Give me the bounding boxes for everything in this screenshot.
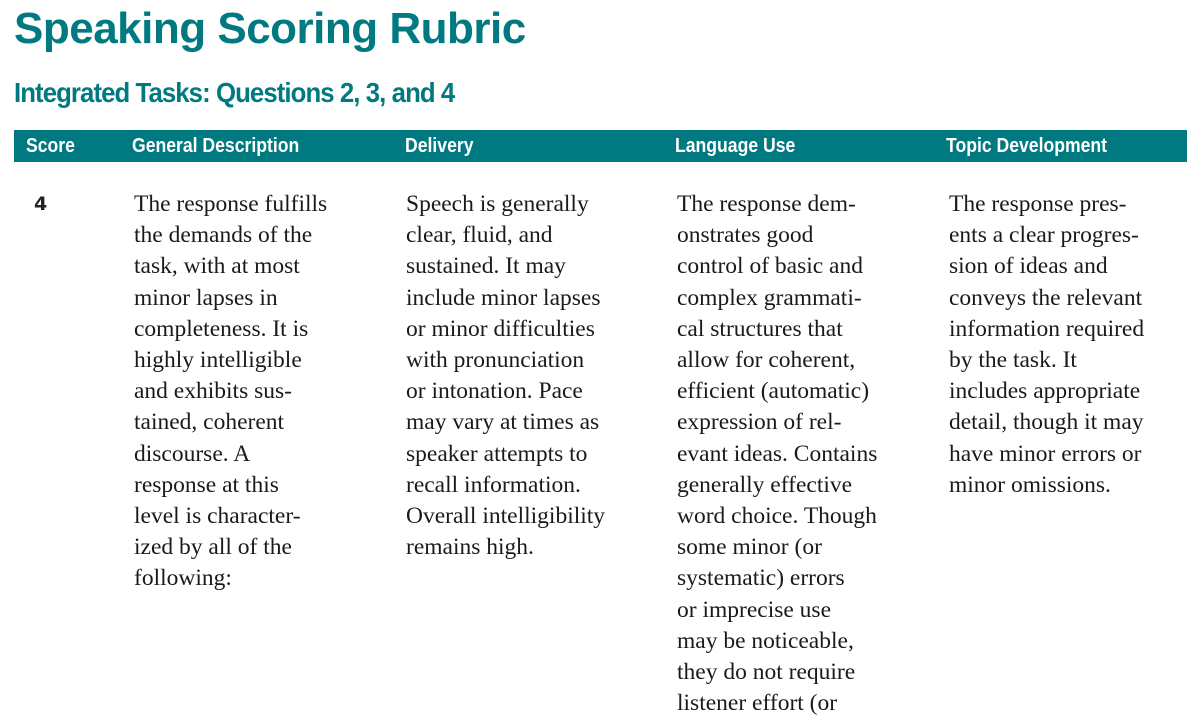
cell-text-line: some minor (or (677, 534, 822, 561)
cell-text-line: Speech is generally (406, 191, 589, 217)
cell-text-line: efficient (automatic) (677, 378, 870, 405)
cell-text-line: includes appropriate (949, 378, 1141, 405)
cell-text-line: include minor lapses (406, 284, 601, 311)
cell-text-line: Overall intelligibility (406, 503, 606, 530)
cell-text-line: and exhibits sus- (134, 378, 292, 405)
header-general-description: General Description (132, 135, 300, 157)
cell-text-line: cal structures that (677, 315, 843, 342)
cell-text-line: recall information. (406, 471, 581, 498)
cell-text-line: or intonation. Pace (406, 378, 583, 405)
cell-text-line: allow for coherent, (677, 347, 856, 374)
cell-text-line: may vary at times as (406, 409, 600, 436)
cell-text-line: detail, though it may (949, 409, 1144, 436)
cell-text-line: highly intelligible (134, 347, 302, 374)
topic-development-cell (949, 189, 1144, 501)
cell-text-line: The response fulfills (134, 191, 328, 217)
cell-text-line: conveys the relevant (949, 284, 1143, 311)
cell-text-line: word choice. Though (677, 503, 877, 530)
header-topic-development: Topic Development (946, 135, 1108, 157)
cell-text-line: generally effective (677, 471, 853, 498)
score-value: 4 (34, 193, 48, 215)
cell-text-line: may be noticeable, (677, 627, 854, 654)
section-subtitle: Integrated Tasks: Questions 2, 3, and 4 (14, 77, 455, 108)
header-delivery: Delivery (405, 135, 474, 157)
cell-text-line: by the task. It (949, 347, 1077, 374)
cell-text-line: ents a clear progres- (949, 222, 1139, 249)
cell-text-line: or imprecise use (677, 596, 832, 623)
cell-text-line: minor omissions. (949, 471, 1111, 498)
header-score: Score (26, 135, 75, 157)
cell-text-line: the demands of the (134, 222, 313, 249)
cell-text-line: response at this (134, 471, 279, 498)
cell-text-line: listener effort (or (677, 690, 838, 717)
header-language-use: Language Use (675, 135, 796, 157)
cell-text-line: following: (134, 565, 232, 592)
cell-text-line: with pronunciation (406, 347, 585, 374)
cell-text-line: systematic) errors (677, 565, 845, 592)
cell-text-line: sustained. It may (406, 253, 566, 280)
cell-text-line: tained, coherent (134, 409, 285, 436)
cell-text-line: information required (949, 315, 1145, 342)
cell-text-line: completeness. It is (134, 315, 309, 342)
cell-text-line: minor lapses in (134, 284, 278, 311)
cell-text-line: control of basic and (677, 253, 863, 280)
cell-text-line: discourse. A (134, 440, 251, 467)
cell-text-line: speaker attempts to (406, 440, 588, 467)
cell-text-line: onstrates good (677, 222, 814, 249)
cell-text-line: evant ideas. Contains (677, 440, 878, 467)
cell-text-line: sion of ideas and (949, 253, 1108, 280)
cell-text-line: remains high. (406, 534, 534, 561)
language-use-cell (677, 189, 877, 719)
general-description-cell (134, 189, 327, 595)
cell-text-line: complex grammati- (677, 284, 862, 311)
cell-text-line: level is character- (134, 503, 301, 530)
cell-text-line: clear, fluid, and (406, 222, 553, 249)
cell-text-line: The response dem- (677, 191, 856, 217)
cell-text-line: they do not require (677, 659, 856, 686)
cell-text-line: task, with at most (134, 253, 300, 280)
page-title: Speaking Scoring Rubric (14, 4, 526, 53)
cell-text-line: ized by all of the (134, 534, 292, 561)
table-header (14, 130, 1187, 162)
cell-text-line: or minor difficulties (406, 315, 595, 342)
cell-text-line: have minor errors or (949, 440, 1142, 467)
cell-text-line: expression of rel- (677, 409, 842, 436)
cell-text-line: The response pres- (949, 191, 1127, 217)
delivery-cell (406, 189, 605, 563)
